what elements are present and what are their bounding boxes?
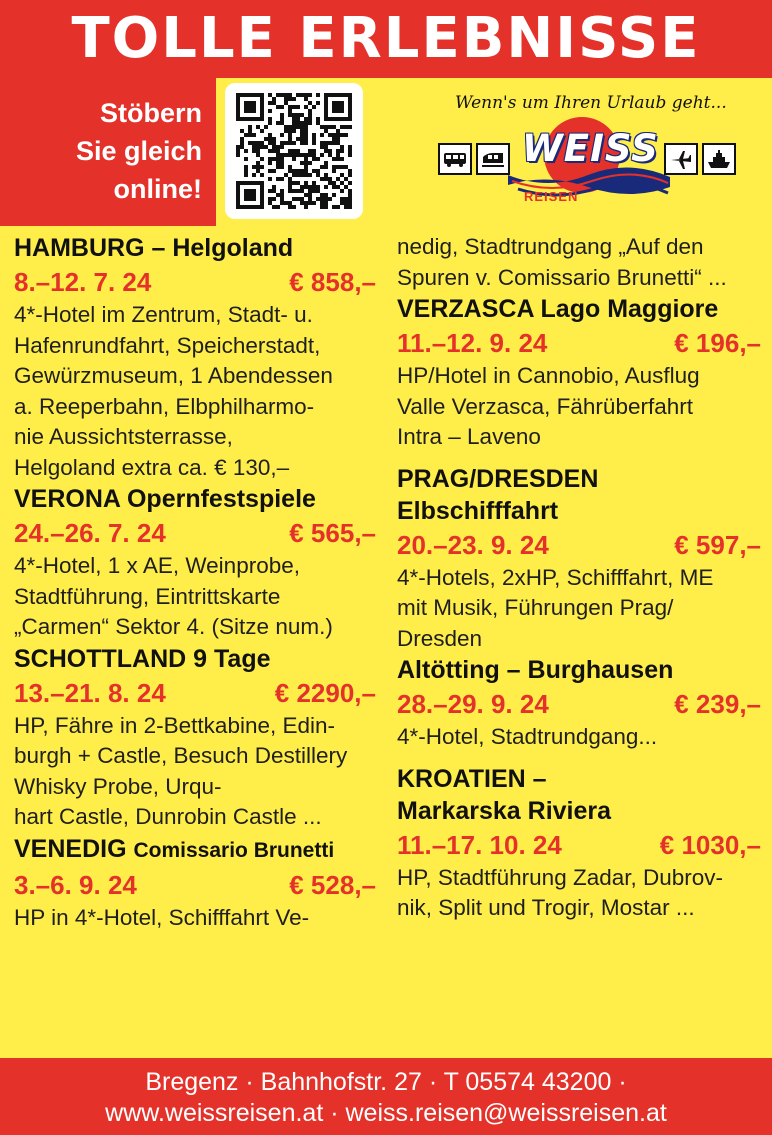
offer-title: HAMBURG – Helgoland [14, 234, 294, 262]
offer-date: 13.–21. 8. 24 [14, 677, 166, 708]
promo-line-2: Sie gleich [75, 136, 202, 166]
offer-description: HP, Stadtführung Zadar, Dubrov- nik, Split und Trogir, Mostar ... [397, 864, 724, 920]
offer-date-price [14, 867, 376, 903]
promo-line-1: Stöbern [99, 98, 202, 128]
ship-icon [702, 143, 736, 175]
offer-description: 4*-Hotel, 1 x AE, Weinprobe, Stadtführung, Eintrittskarte „Carmen“ Sektor 4. (Sitze num.) [14, 553, 333, 639]
offer-venedig [14, 833, 376, 934]
offer-price: € 528,– [289, 869, 376, 900]
footer-address: Bregenz · Bahnhofstr. 27 · T 05574 43200 · [145, 1068, 627, 1096]
offer-price: € 2290,– [274, 677, 376, 708]
offer-description: 4*-Hotel im Zentrum, Stadt- u. Hafenrundfahrt, Speicherstadt, Gewürzmuseum, 1 Abendessen a. Reeperbahn, Elbphilharmo- nie Aussichtsterrasse, Helgoland extra ca. € 130,– [14, 302, 333, 480]
offer-title-line-2: Elbschifffahrt [397, 496, 559, 525]
offer-title: Altötting – Burghausen [397, 656, 674, 684]
offer-description: 4*-Hotels, 2xHP, Schifffahrt, ME mit Musik, Führungen Prag/ Dresden [397, 564, 714, 651]
promo-text [76, 94, 202, 208]
footer-web-email[interactable]: www.weissreisen.at · weiss.reisen@weissreisen.at [105, 1099, 667, 1127]
offer-description: 4*-Hotel, Stadtrundgang... [397, 724, 658, 749]
offer-date: 3.–6. 9. 24 [14, 869, 137, 900]
spacer [397, 753, 761, 763]
spacer [397, 453, 761, 463]
promo-line-3: online! [113, 174, 202, 204]
offer-verona [14, 483, 376, 643]
offers-left-column [14, 232, 376, 933]
offer-description: HP, Fähre in 2-Bettkabine, Edin- burgh + Castle, Besuch Destillery Whisky Probe, Urqu- hart Castle, Dunrobin Castle ... [14, 712, 348, 829]
qr-code[interactable] [225, 83, 363, 219]
logo-name: WEISS [522, 127, 659, 170]
offer-hamburg [14, 232, 376, 483]
offer-price: € 858,– [289, 267, 376, 297]
offer-schottland [14, 643, 376, 833]
offer-price: € 196,– [674, 328, 761, 358]
offer-title-line-2: Markarska Riviera [397, 796, 612, 825]
offer-date: 11.–17. 10. 24 [397, 829, 562, 860]
offer-title-sub: Comissario Brunetti [133, 838, 335, 862]
offer-altoetting [397, 654, 761, 753]
offer-prag-dresden [397, 463, 761, 655]
offer-date: 8.–12. 7. 24 [14, 267, 152, 297]
footer-contact [0, 1058, 772, 1135]
offer-title: VERZASCA Lago Maggiore [397, 295, 719, 323]
offer-price: € 597,– [674, 529, 761, 560]
offer-date-price [397, 686, 761, 722]
offer-title-line-1: KROATIEN – [397, 764, 547, 793]
promo-block [0, 78, 216, 226]
train-icon [476, 143, 510, 175]
offer-date-price [397, 527, 761, 563]
bus-icon [438, 143, 472, 175]
offer-continuation: nedig, Stadtrundgang „Auf den Spuren v. Comissario Brunetti“ ... [397, 234, 727, 290]
offer-date-price [14, 675, 376, 711]
logo-sub: REISEN [524, 189, 579, 204]
offer-description: HP/Hotel in Cannobio, Ausflug Valle Verzasca, Fährüberfahrt Intra – Laveno [397, 363, 700, 449]
offer-title: SCHOTTLAND 9 Tage [14, 644, 271, 673]
company-logo [400, 85, 772, 225]
offer-description: HP in 4*-Hotel, Schifffahrt Ve- [14, 904, 310, 930]
offer-price: € 565,– [289, 518, 376, 548]
offer-date-price [14, 515, 376, 551]
offer-title-main: VENEDIG [14, 834, 127, 863]
qr-code-icon [236, 93, 352, 209]
offer-date: 24.–26. 7. 24 [14, 518, 166, 548]
offer-price: € 1030,– [659, 829, 761, 860]
offer-title [14, 833, 376, 867]
offer-date: 20.–23. 9. 24 [397, 529, 549, 560]
offer-date-price [397, 827, 761, 863]
offer-date: 28.–29. 9. 24 [397, 689, 549, 719]
offer-title-line-1: PRAG/DRESDEN [397, 464, 599, 493]
offer-price: € 239,– [674, 689, 761, 719]
logo-tagline: Wenn's um Ihren Urlaub geht... [455, 93, 727, 113]
offer-date: 11.–12. 9. 24 [397, 328, 548, 358]
offer-date-price [397, 325, 761, 361]
offer-kroatien [397, 763, 761, 924]
offer-title: VERONA Opernfestspiele [14, 485, 316, 513]
offer-date-price [14, 264, 376, 300]
offers-right-column [397, 232, 761, 924]
offer-verzasca [397, 293, 761, 453]
page-title: TOLLE ERLEBNISSE [71, 6, 701, 71]
